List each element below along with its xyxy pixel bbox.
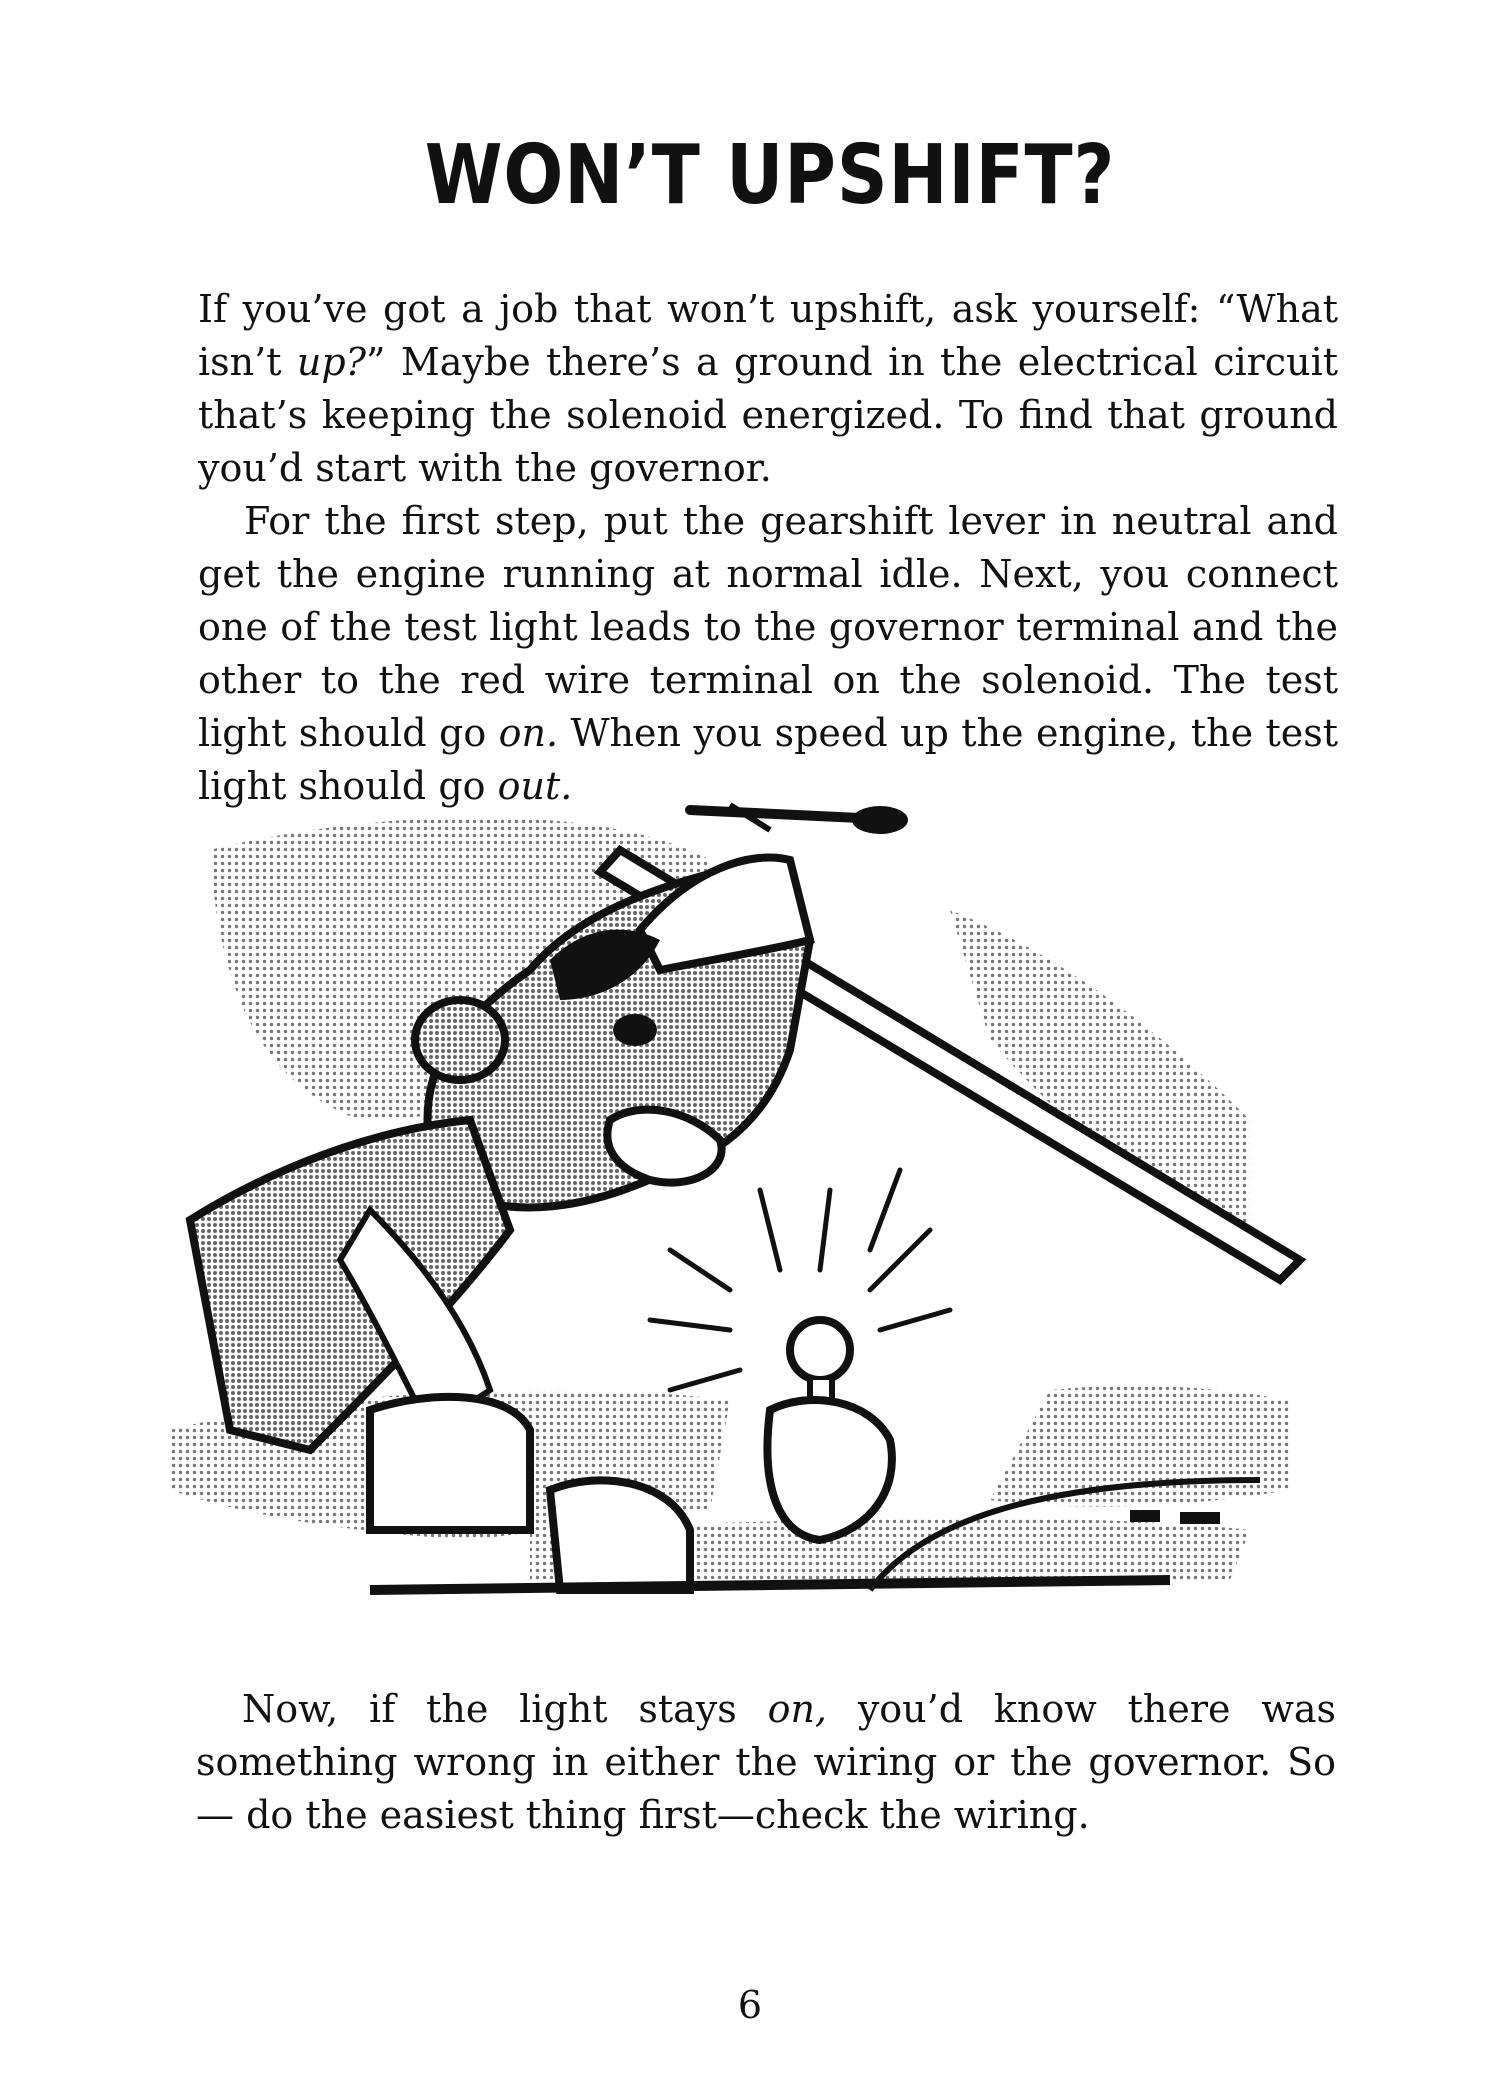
paragraph-2-text: For the first step, put the gearshift lever in neutral and get the engine running at normal idle. Next, you connect one of the test light leads to the governor terminal and the other to the red wire terminal on the solenoid. The test light should go [198,499,1338,755]
paragraph-3-text: Now, if the light stays [242,1687,768,1731]
intro-text [198,283,1338,813]
paragraph-1-text: If you’ve got a job that won’t upshift, ask yourself: “What isn’t [198,287,1338,384]
paragraph-3-text-end: you’d know there was something wrong in either the wiring or the governor. So — do the easiest thing first—check the wiring. [196,1687,1337,1837]
paragraph-3 [196,1683,1336,1842]
page-title: WON’T UPSHIFT? [424,128,1116,223]
mechanic-illustration [170,790,1320,1650]
conclusion-text [196,1683,1336,1842]
paragraph-3-emphasis: on, [767,1687,828,1731]
paragraph-2-emphasis-on: on. [498,711,559,755]
paragraph-1 [198,283,1338,495]
paragraph-1-text-end: ” Maybe there’s a ground in the electrical circuit that’s keeping the solenoid energized. To find that ground you’d start with the governor. [198,340,1338,490]
paragraph-2-emphasis-out: out. [497,764,573,808]
paragraph-2 [198,495,1338,813]
paragraph-1-emphasis: up? [296,340,367,384]
paragraph-2-text-mid: When you speed up the engine, the test light should go [198,711,1338,808]
page-number: 6 [737,1983,763,2027]
